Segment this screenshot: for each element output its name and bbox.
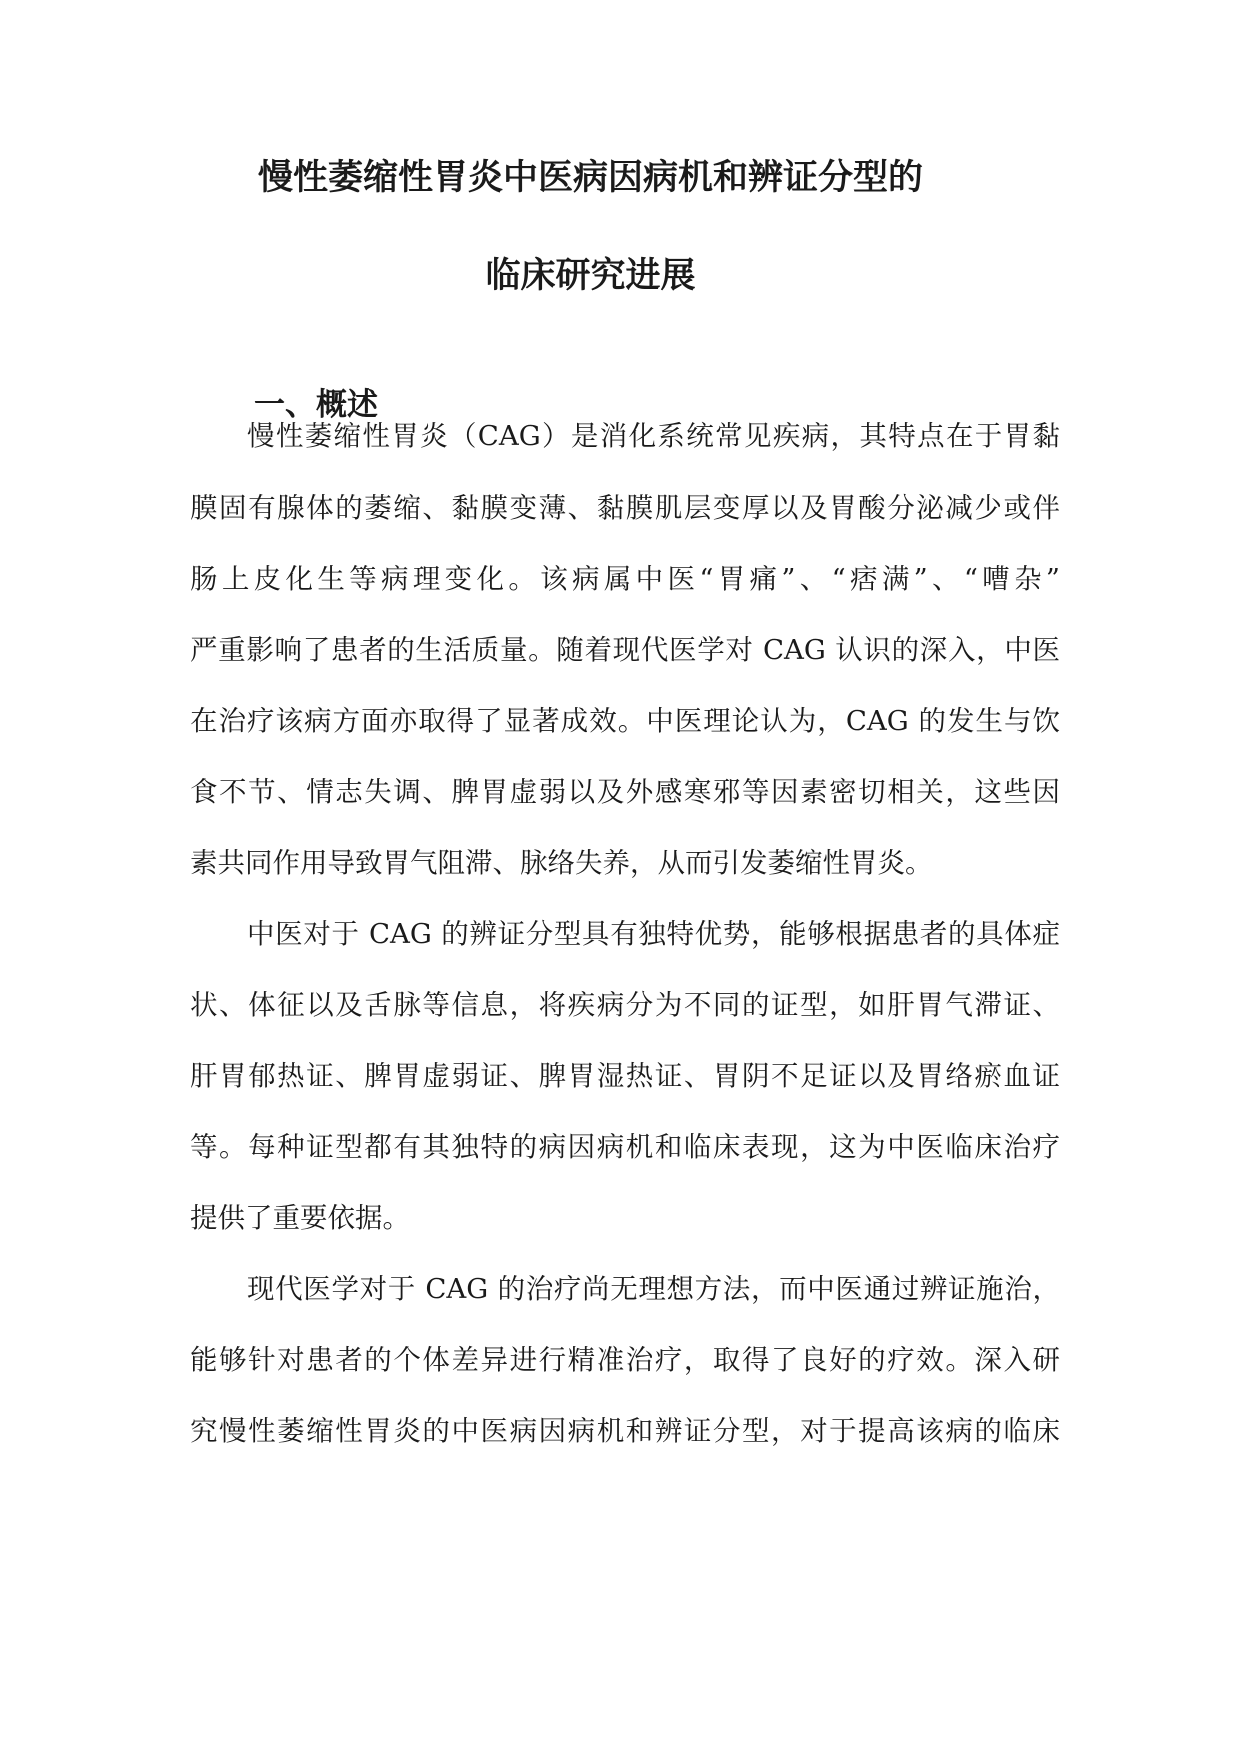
paragraph-line: 等。每种证型都有其独特的病因病机和临床表现，这为中医临床治疗	[190, 1131, 1060, 1163]
paragraph-line: 状、体征以及舌脉等信息，将疾病分为不同的证型，如肝胃气滞证、	[190, 989, 1060, 1021]
paragraph-line: 慢性萎缩性胃炎（CAG）是消化系统常见疾病，其特点在于胃黏	[247, 420, 1060, 452]
paragraph-line: 究慢性萎缩性胃炎的中医病因病机和辨证分型，对于提高该病的临床	[190, 1415, 1060, 1447]
section-heading: 一、概述	[254, 387, 378, 423]
paragraph-line: 素共同作用导致胃气阻滞、脉络失养，从而引发萎缩性胃炎。	[190, 847, 933, 879]
document-title-line-2: 临床研究进展	[485, 256, 696, 296]
paragraph-line: 现代医学对于 CAG 的治疗尚无理想方法，而中医通过辨证施治，	[247, 1273, 1060, 1305]
paragraph-line: 严重影响了患者的生活质量。随着现代医学对 CAG 认识的深入，中医	[190, 634, 1060, 666]
paragraph-line: 食不节、情志失调、脾胃虚弱以及外感寒邪等因素密切相关，这些因	[190, 776, 1060, 808]
paragraph-line: 提供了重要依据。	[190, 1202, 410, 1234]
paragraph-line: 肠上皮化生等病理变化。该病属中医“胃痛”、“痞满”、“嘈杂”	[190, 563, 1060, 595]
paragraph-line: 在治疗该病方面亦取得了显著成效。中医理论认为，CAG 的发生与饮	[190, 705, 1060, 737]
paragraph-line: 中医对于 CAG 的辨证分型具有独特优势，能够根据患者的具体症	[247, 918, 1060, 950]
paragraph-line: 膜固有腺体的萎缩、黏膜变薄、黏膜肌层变厚以及胃酸分泌减少或伴	[190, 492, 1060, 524]
paragraph-line: 肝胃郁热证、脾胃虚弱证、脾胃湿热证、胃阴不足证以及胃络瘀血证	[190, 1060, 1060, 1092]
document-title-line-1: 慢性萎缩性胃炎中医病因病机和辨证分型的	[257, 158, 923, 198]
paragraph-line: 能够针对患者的个体差异进行精准治疗，取得了良好的疗效。深入研	[190, 1344, 1060, 1376]
